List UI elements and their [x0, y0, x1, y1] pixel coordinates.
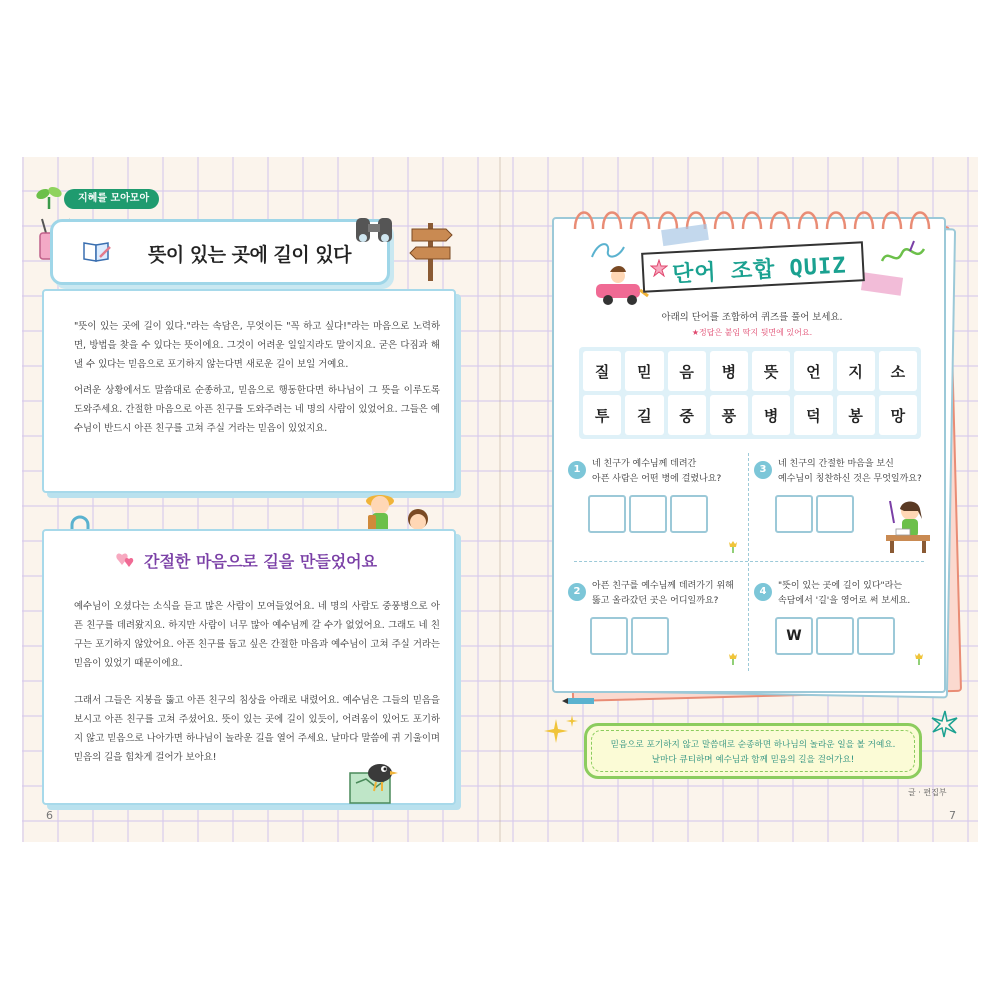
- swirl-icon: [878, 237, 928, 271]
- sparkle-icon: [542, 713, 582, 753]
- question-text-line: 네 친구가 예수님께 데려간: [592, 459, 697, 469]
- letter-tile: 풍: [710, 395, 748, 435]
- closing-message-box: [584, 723, 922, 779]
- tulip-icon: [726, 651, 740, 665]
- quiz-divider-vertical: [748, 453, 749, 671]
- tulip-icon: [726, 539, 740, 553]
- page-fold: [499, 157, 501, 842]
- intro-paragraph-1: "뜻이 있는 곳에 길이 있다."라는 속담은, 무엇이든 "꼭 하고 싶다!"라는 마음으로 노력하면, 방법을 찾을 수 있다는 뜻이에요. 그것이 어려운 일일지라도 말이지요. 굳은 다짐과 해낼 수 있다는 믿음으로 포기하지 않는다면 새로운 길이 보일 거예요.: [74, 321, 440, 370]
- letter-tile: 소: [879, 351, 917, 391]
- book-spread: [22, 157, 978, 842]
- answer-boxes-2: [590, 617, 669, 655]
- letter-tile: 봉: [837, 395, 875, 435]
- answer-box[interactable]: [816, 617, 854, 655]
- answer-box[interactable]: [670, 495, 708, 533]
- question-4-text: [778, 579, 910, 609]
- pencil-icon: [562, 697, 596, 705]
- question-number: 2: [568, 583, 586, 601]
- question-text-line: 뚫고 올라갔던 곳은 어디일까요?: [592, 596, 719, 606]
- credit: 글 · 편집부: [908, 788, 947, 797]
- answer-box[interactable]: [629, 495, 667, 533]
- question-text-line: 아픈 친구를 예수님께 데려가기 위해: [592, 581, 734, 591]
- letter-tile: 언: [794, 351, 832, 391]
- question-number: 4: [754, 583, 772, 601]
- answer-boxes-4: [775, 617, 895, 655]
- question-1-text: [592, 457, 721, 487]
- question-text-line: "뜻이 있는 곳에 길이 있다"라는: [778, 581, 903, 591]
- letter-tile: 음: [668, 351, 706, 391]
- answer-boxes-3: [775, 495, 854, 533]
- book-pencil-icon: [82, 239, 112, 263]
- quiz-answer-note: ★정답은 붙임 딱지 뒷면에 있어요.: [691, 328, 813, 337]
- answer-box[interactable]: [590, 617, 628, 655]
- letter-tile: 지: [837, 351, 875, 391]
- star-icon: [650, 259, 668, 277]
- letter-tile: 뜻: [752, 351, 790, 391]
- intro-note: [42, 289, 456, 493]
- quiz-title: 단어 조합 QUIZ: [671, 253, 848, 288]
- question-text-line: 네 친구의 간절한 마음을 보신: [778, 459, 894, 469]
- question-number: 1: [568, 461, 586, 479]
- binoculars-icon: [352, 212, 396, 246]
- answer-box[interactable]: [816, 495, 854, 533]
- question-text-line: 예수님이 칭찬하신 것은 무엇일까요?: [778, 474, 922, 484]
- story-paragraph-2: 그래서 그들은 지붕을 뚫고 아픈 친구의 침상을 아래로 내렸어요. 예수님은 그들의 믿음을 보시고 아픈 친구를 고쳐 주셨어요. 뜻이 있는 곳에 길이 있듯이, 어려움이 있어도 포기하지 않고 믿음으로 나아가면 하나님이 놀라운 길을 열어 주세요. 날마다 말씀에 귀 기울이며 믿음의 길을 힘차게 걸어가 보아요!: [74, 695, 440, 763]
- letter-tile: 믿: [625, 351, 663, 391]
- question-3-text: [778, 457, 922, 487]
- story-heading: 간절한 마음으로 길을 만들었어요: [144, 552, 378, 571]
- letter-tile: 병: [752, 395, 790, 435]
- answer-box-first-letter[interactable]: W: [775, 617, 813, 655]
- letter-tile: 길: [625, 395, 663, 435]
- letter-tile: 덕: [794, 395, 832, 435]
- burst-icon: [930, 709, 960, 739]
- closing-message-line-2: 날마다 큐티하며 예수님과 함께 믿음의 길을 걸어가요!: [651, 755, 855, 765]
- intro-paragraph-2: 어려운 상황에서도 말씀대로 순종하고, 믿음으로 행동한다면 하나님이 그 뜻을 이루도록 도와주세요. 간절한 마음으로 아픈 친구를 도와주려는 네 명의 사람이 있었어요. 그들은 예수님이 반드시 아픈 친구를 고쳐 주실 거라는 믿음이 있었지요.: [74, 385, 440, 434]
- answer-box[interactable]: [775, 495, 813, 533]
- answer-box[interactable]: [857, 617, 895, 655]
- girl-writing-illustration: [882, 497, 932, 555]
- heart-icon: [112, 551, 138, 569]
- quiz-instruction: 아래의 단어를 조합하여 퀴즈를 풀어 보세요.: [661, 312, 843, 323]
- notebook-rings: [567, 197, 937, 237]
- answer-boxes-1: [588, 495, 708, 533]
- letter-tile: 중: [668, 395, 706, 435]
- page-title: 뜻이 있는 곳에 길이 있다: [148, 244, 351, 266]
- closing-message-line-1: 믿음으로 포기하지 않고 말씀대로 순종하면 하나님의 놀라운 일을 볼 거예요.: [610, 740, 896, 750]
- letter-tile: 투: [583, 395, 621, 435]
- letter-tile: 망: [879, 395, 917, 435]
- sprout-icon: [34, 183, 64, 211]
- letter-grid: [579, 347, 921, 439]
- section-tag: 지혜를 모아모아: [64, 189, 159, 209]
- page-number-right: 7: [949, 809, 956, 822]
- tulip-icon: [912, 651, 926, 665]
- story-paragraph-1: 예수님이 오셨다는 소식을 듣고 많은 사람이 모여들었어요. 네 명의 사람도 중풍병으로 아픈 친구를 데려왔지요. 하지만 사람이 너무 많아 예수님께 갈 수가 없었어요. 그래도 네 친구는 포기하지 않았어요. 아픈 친구를 돕고 싶은 간절한 마음과 예수님이 고쳐 주실 거라는 믿음이 있었기 때문이에요.: [74, 601, 440, 669]
- answer-box[interactable]: [588, 495, 626, 533]
- question-2-text: [592, 579, 734, 609]
- quiz-divider-horizontal: [574, 561, 924, 562]
- page-number-left: 6: [46, 809, 53, 822]
- signpost-icon: [406, 219, 456, 283]
- bird-map-illustration: [346, 755, 402, 807]
- question-text-line: 아픈 사람은 어떤 병에 걸렸나요?: [592, 474, 722, 484]
- question-text-line: 속담에서 '길'을 영어로 써 보세요.: [778, 596, 911, 606]
- closing-message: [587, 726, 919, 768]
- letter-tile: 병: [710, 351, 748, 391]
- question-number: 3: [754, 461, 772, 479]
- answer-box[interactable]: [631, 617, 669, 655]
- letter-tile: 질: [583, 351, 621, 391]
